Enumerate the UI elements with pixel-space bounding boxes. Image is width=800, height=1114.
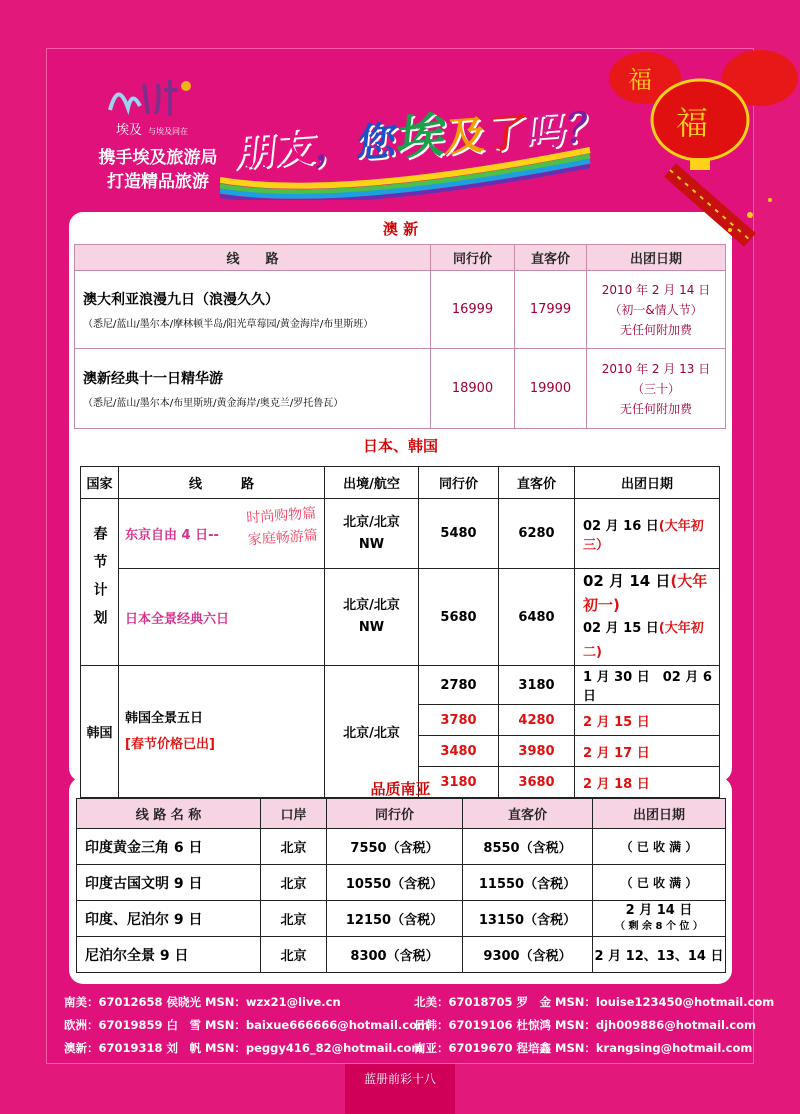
svg-text:与埃及同在: 与埃及同在 [148,127,188,136]
col-route: 线 路 [119,467,325,499]
tagline-line1: 携手埃及旅游局 [98,148,218,168]
col-peer-price: 同行价 [431,245,515,271]
peer-price: 5480 [419,499,499,569]
svg-text:福: 福 [628,66,652,94]
direct-price: 6480 [499,569,575,666]
table-row: 印度、尼泊尔 9 日 北京 12150（含税） 13150（含税） 2 月 14 日 （ 剩 余 8 个 位 ） [77,901,726,937]
table-row: 印度黄金三角 6 日 北京 7550（含税） 8550（含税） （ 已 收 满 ） [77,829,726,865]
direct-price: 6280 [499,499,575,569]
route-detail: （悉尼/蓝山/墨尔本/布里斯班/黄金海岸/奥克兰/罗托鲁瓦） [83,398,344,409]
contact-line: 欧洲：67019859 白 雪 MSN：baixue666666@hotmail.com [64,1018,430,1032]
contact-line: 日韩：67019106 杜惊鸿 MSN：djh009886@hotmail.com [414,1018,757,1032]
peer-price: 16999 [431,271,515,349]
peer-price: 18900 [431,349,515,429]
direct-price: 19900 [515,349,587,429]
tagline-line2: 打造精品旅游 [107,172,209,192]
table-row: 韩国 韩国全景五日 [春节价格已出] 北京/北京 2780 3180 1 月 30 日 02 月 6 日 [81,666,720,705]
slogan: 朋友，您埃及了吗？ [232,104,610,176]
col-direct-price: 直客价 [499,467,575,499]
svg-text:埃及: 埃及 [116,123,143,138]
col-port: 口岸 [261,799,327,829]
table-row: 澳新经典十一日精华游 （悉尼/蓝山/墨尔本/布里斯班/黄金海岸/奥克兰/罗托鲁瓦） 18900 19900 2010 年 2 月 13 日 （三十） 无任何附加费 [75,349,726,429]
south-asia-table [76,798,726,973]
col-route: 线 路 名 称 [77,799,261,829]
section-title-australia: 澳 新 [382,220,419,238]
col-exit: 出境/航空 [325,467,419,499]
contact-line: 南美：67012658 侯晓光 MSN：wzx21@live.cn [64,995,341,1009]
route-name: 东京自由 4 日-- [125,528,219,543]
page-label: 蓝册前彩十八 [345,1064,455,1114]
table-row: 3480 3980 2 月 17 日 [81,736,720,767]
route-name: 日本全景经典六日 [119,569,325,666]
col-date: 出团日期 [575,467,720,499]
table-row: 春节计划 东京自由 4 日-- 时尚购物篇 家庭畅游篇 北京/北京 NW 5480 6280 02 月 16 日(大年初三） [81,499,720,569]
route-note: 时尚购物篇 [245,505,317,527]
col-country: 国家 [81,467,119,499]
table-row: 3180 3680 2 月 18 日 [81,767,720,798]
table-row: 尼泊尔全景 9 日 北京 8300（含税） 9300（含税） 2 月 12、13、14 日 [77,937,726,973]
spring-label: 春节计划 [81,499,119,666]
section-title-south-asia: 品质南亚 [370,780,431,798]
table-row: 印度古国文明 9 日 北京 10550（含税） 11550（含税） （ 已 收 满 ） [77,865,726,901]
col-direct-price: 直客价 [515,245,587,271]
table-row: 澳大利亚浪漫九日（浪漫久久） （悉尼/蓝山/墨尔本/摩林顿半岛/阳光草莓园/黄金海岸/布里斯班） 16999 17999 2010 年 2 月 14 日 （初一&情人节） 无任何附加费 [75,271,726,349]
exit: 北京/北京 [325,666,419,798]
company-logo [100,70,220,142]
peer-price: 5680 [419,569,499,666]
route-name: 韩国全景五日 [125,710,204,726]
route-name: 澳新经典十一日精华游 [83,371,223,387]
col-route: 线 路 [75,245,431,271]
table-row: 日本全景经典六日 北京/北京 NW 5680 6480 02 月 14 日(大年初一) 02 月 15 日(大年初二) [81,569,720,666]
country-korea: 韩国 [81,666,119,798]
col-date: 出团日期 [587,245,726,271]
contact-line: 北美：67018705 罗 金 MSN：louise123450@hotmail.com [414,995,775,1009]
route-note: [春节价格已出] [125,736,215,752]
route-name: 澳大利亚浪漫九日（浪漫久久） [83,292,279,308]
col-date: 出团日期 [593,799,726,829]
tagline [78,146,238,194]
route-detail: （悉尼/蓝山/墨尔本/摩林顿半岛/阳光草莓园/黄金海岸/布里斯班） [83,319,374,330]
japan-korea-table [80,466,720,798]
contact-line: 南亚：67019670 程培鑫 MSN：krangsing@hotmail.com [414,1041,753,1055]
contact-line: 澳新：67019318 刘 帆 MSN：peggy416_82@hotmail.com [64,1041,424,1055]
australia-table [74,244,726,429]
col-peer-price: 同行价 [327,799,463,829]
col-direct-price: 直客价 [463,799,593,829]
route-note: 家庭畅游篇 [247,527,319,549]
table-row: 3780 4280 2 月 15 日 [81,705,720,736]
section-title-japan-korea: 日本、韩国 [362,437,438,455]
col-peer-price: 同行价 [419,467,499,499]
direct-price: 17999 [515,271,587,349]
svg-text:福: 福 [676,104,709,142]
